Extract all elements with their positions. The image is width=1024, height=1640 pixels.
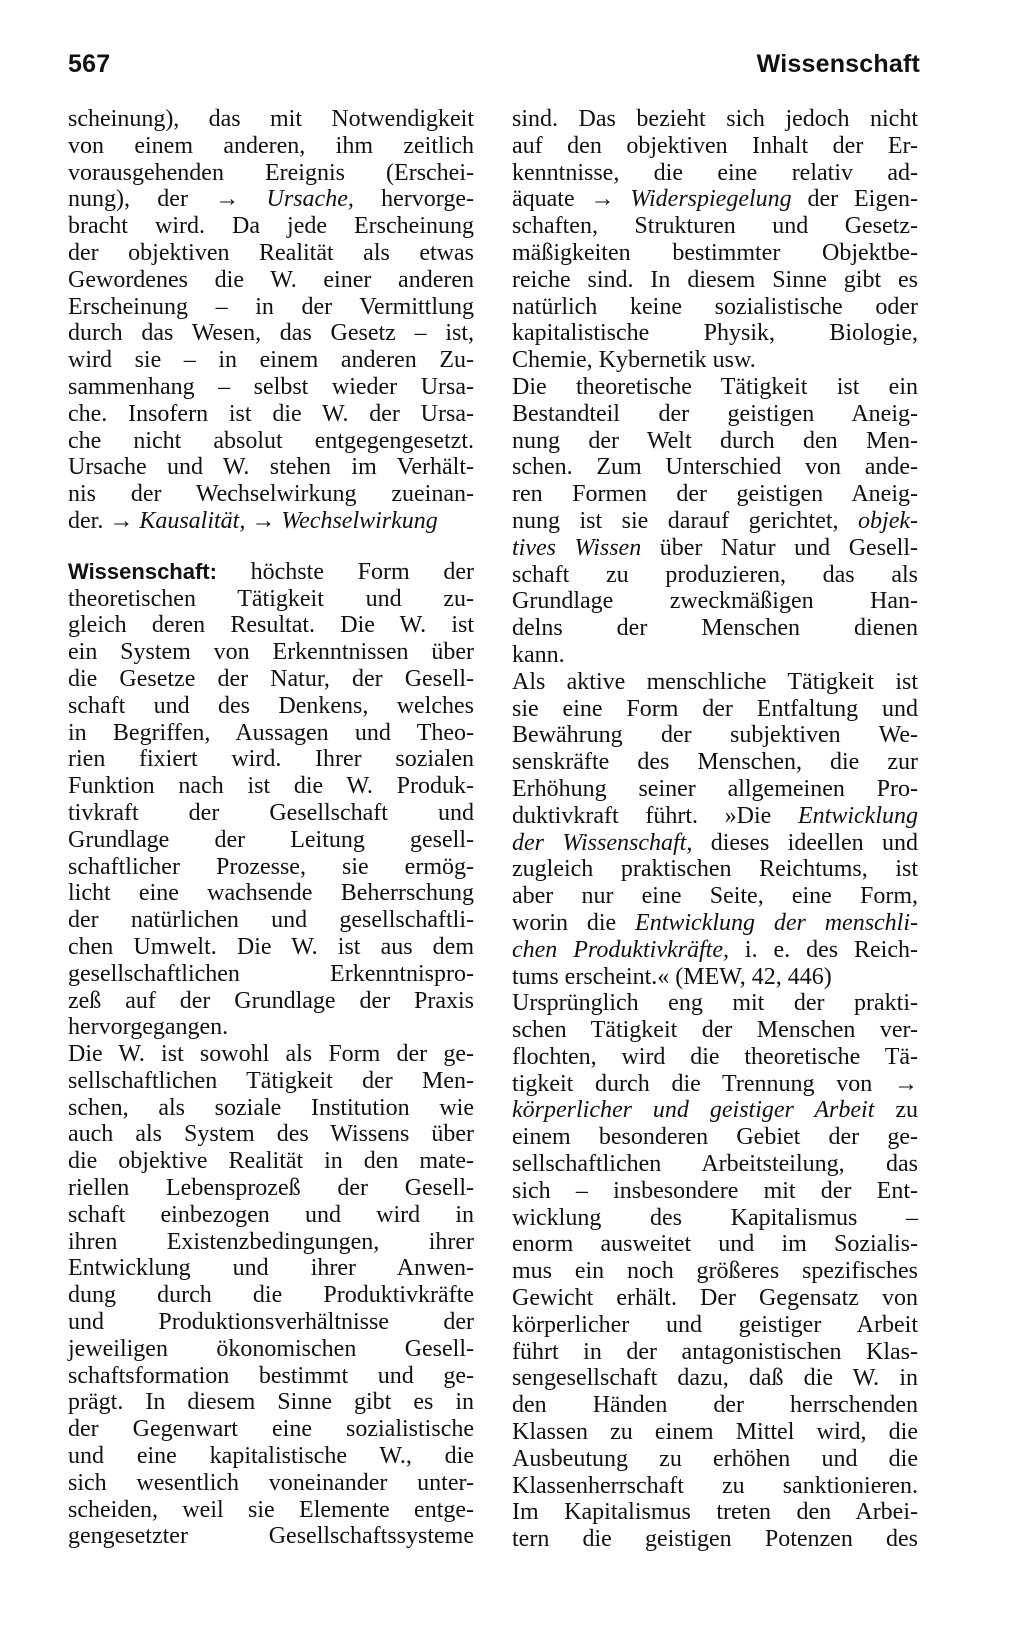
text-line: Gewordenes die W. einer anderen — [68, 266, 474, 293]
text-line: hervorgegangen. — [68, 1014, 229, 1041]
cross-reference-widerspiegelung[interactable]: Widerspiegelung — [630, 186, 792, 213]
text-line: sellschaftlichen Arbeitsteilung, das — [512, 1151, 918, 1178]
text-line: nung der Welt durch den Men- — [512, 427, 918, 454]
text-line: wicklung des Kapitalismus – — [512, 1204, 918, 1231]
text-line: natürlich keine sozialistische oder — [512, 293, 918, 320]
text-run: höchste Form der — [250, 558, 475, 585]
text-line: gleich deren Resultat. Die W. ist — [68, 612, 474, 639]
text-line: schen. Zum Unterschied von ande- — [512, 454, 918, 481]
text-line: tern die geistigen Potenzen des — [512, 1526, 918, 1553]
emphasis-objektives-wissen: objek- — [858, 507, 919, 534]
text-line: Bewährung der subjektiven We- — [512, 722, 918, 749]
text-line: enorm ausweitet und im Sozialis- — [512, 1231, 918, 1258]
text-line: licht eine wachsende Beherrschung — [68, 880, 474, 907]
text-line: schen Tätigkeit der Menschen ver- — [512, 1017, 918, 1044]
text-line: in Begriffen, Aussagen und Theo- — [68, 719, 474, 746]
text-line: schaftlicher Prozesse, sie ermög- — [68, 853, 474, 880]
text-run: worin die — [512, 909, 617, 936]
text-line: sie eine Form der Entfaltung und — [512, 695, 918, 722]
text-run: tigkeit durch die Trennung von — [512, 1070, 873, 1097]
text-line: Als aktive menschliche Tätigkeit ist — [512, 668, 918, 695]
text-line: vorausgehenden Ereignis (Erschei- — [68, 159, 474, 186]
emphasis-objektives-wissen: tives Wissen — [512, 534, 642, 561]
text-line: kapitalistische Physik, Biologie, — [512, 320, 918, 347]
text-line: einem besonderen Gebiet der ge- — [512, 1124, 918, 1151]
text-line: Die W. ist sowohl als Form der ge- — [68, 1041, 474, 1068]
text-line — [512, 937, 918, 964]
text-line: körperlicher und geistiger Arbeit — [512, 1311, 918, 1338]
text-line — [512, 186, 918, 213]
running-head: Wissenschaft — [756, 50, 920, 78]
text-line: Gewicht erhält. Der Gegensatz von — [512, 1285, 918, 1312]
cross-reference-ursache[interactable]: Ursache, — [266, 186, 354, 213]
text-line: zeß auf der Grundlage der Praxis — [68, 987, 474, 1014]
text-line: riellen Lebensprozeß der Gesell- — [68, 1175, 474, 1202]
text-line: sind. Das bezieht sich jedoch nicht — [512, 106, 918, 132]
cross-reference-arrow-icon: → — [251, 507, 276, 534]
text-line: delns der Menschen dienen — [512, 615, 918, 642]
text-run: zu — [895, 1097, 919, 1124]
text-line: Ausbeutung zu erhöhen und die — [512, 1445, 918, 1472]
text-line: Bestandteil der geistigen Aneig- — [512, 400, 918, 427]
entry-separator — [68, 535, 474, 559]
text-line: Klassen zu einem Mittel wird, die — [512, 1419, 918, 1446]
page-number: 567 — [68, 50, 111, 78]
text-line: scheinung), das mit Notwendigkeit — [68, 106, 474, 132]
text-run: nung), der — [68, 186, 188, 213]
text-line: kenntnisse, die eine relativ ad- — [512, 159, 918, 186]
emphasis-quote: Entwicklung — [798, 802, 918, 829]
cross-reference-kausalitaet[interactable]: Kausalität, — [139, 507, 246, 534]
text-line: Grundlage der Leitung gesell- — [68, 826, 474, 853]
text-line: die objektive Realität in den mate- — [68, 1148, 474, 1175]
text-run: nung ist sie darauf gerichtet, — [512, 507, 839, 534]
text-line: scheiden, weil sie Elemente entge- — [68, 1496, 474, 1523]
text-run: über Natur und Gesell- — [659, 534, 919, 561]
text-line: führt in der antagonistischen Klas- — [512, 1338, 918, 1365]
text-line: der objektiven Realität als etwas — [68, 239, 474, 266]
text-run: äquate — [512, 186, 575, 213]
text-line: den Händen der herrschenden — [512, 1392, 918, 1419]
text-line: gesellschaftlichen Erkenntnispro- — [68, 960, 474, 987]
text-run: hervorge- — [381, 186, 475, 213]
cross-reference-arrow-icon: → — [109, 507, 134, 534]
text-line: dung durch die Produktivkräfte — [68, 1282, 474, 1309]
text-line: schaft und des Denkens, welches — [68, 692, 474, 719]
text-run: der Eigen- — [807, 186, 918, 213]
entry-first-line — [68, 559, 474, 586]
text-line: und eine kapitalistische W., die — [68, 1443, 474, 1470]
text-line: die Gesetze der Natur, der Gesell- — [68, 665, 474, 692]
text-line: ein System von Erkenntnissen über — [68, 639, 474, 666]
text-line: Klassenherrschaft zu sanktionieren. — [512, 1472, 918, 1499]
text-line: che. Insofern ist die W. der Ursa- — [68, 400, 474, 427]
text-run: der. — [68, 507, 104, 534]
text-line — [512, 508, 918, 535]
text-line: schaft einbezogen und wird in — [68, 1201, 474, 1228]
text-line: reiche sind. In diesem Sinne gibt es — [512, 266, 918, 293]
text-line: mus ein noch größeres spezifisches — [512, 1258, 918, 1285]
text-line: che nicht absolut entgegengesetzt. — [68, 427, 474, 454]
text-line: theoretischen Tätigkeit und zu- — [68, 585, 474, 612]
text-line: schaften, Strukturen und Gesetz- — [512, 213, 918, 240]
text-line: schen, als soziale Institution wie — [68, 1094, 474, 1121]
citation-line: tums erscheint.« (MEW, 42, 446) — [512, 963, 832, 990]
text-line: schaftsformation bestimmt und ge- — [68, 1362, 474, 1389]
text-run: dieses ideellen und — [710, 829, 918, 856]
text-line: sammenhang – selbst wieder Ursa- — [68, 373, 474, 400]
text-line: senskräfte des Menschen, die zur — [512, 749, 918, 776]
text-line: prägt. In diesem Sinne gibt es in — [68, 1389, 474, 1416]
text-line — [512, 910, 918, 937]
text-line: tivkraft der Gesellschaft und — [68, 799, 474, 826]
text-line: bracht wird. Da jede Erscheinung — [68, 213, 474, 240]
text-line: Entwicklung und ihrer Anwen- — [68, 1255, 474, 1282]
cross-reference-wechselwirkung[interactable]: Wechselwirkung — [281, 507, 438, 534]
text-line: zugleich praktischen Reichtums, ist — [512, 856, 918, 883]
emphasis-quote: chen Produktivkräfte, — [512, 936, 729, 963]
page-header — [68, 50, 920, 79]
text-line: nis der Wechselwirkung zueinan- — [68, 481, 474, 508]
text-line: mäßigkeiten bestimmter Objektbe- — [512, 239, 918, 266]
text-line: Im Kapitalismus treten den Arbei- — [512, 1499, 918, 1526]
text-line: und Produktionsverhältnisse der — [68, 1309, 474, 1336]
text-line: Grundlage zweckmäßigen Han- — [512, 588, 918, 615]
text-line: sich – insbesondere mit der Ent- — [512, 1177, 918, 1204]
text-line — [512, 830, 918, 857]
cross-reference-arrow-icon: → — [215, 186, 240, 213]
text-line: von einem anderen, ihm zeitlich — [68, 132, 474, 159]
text-line: auf den objektiven Inhalt der Er- — [512, 132, 918, 159]
text-line: schaft zu produzieren, das als — [512, 561, 918, 588]
text-line: der Gegenwart eine sozialistische — [68, 1416, 474, 1443]
text-line — [68, 186, 474, 213]
left-column — [68, 106, 474, 1550]
text-line — [512, 1071, 918, 1098]
text-line — [512, 535, 918, 562]
text-line: wird sie – in einem anderen Zu- — [68, 347, 474, 374]
cross-reference-arrow-icon: → — [894, 1070, 918, 1097]
text-line: Funktion nach ist die W. Produk- — [68, 773, 474, 800]
emphasis-quote: der Wissenschaft, — [512, 829, 693, 856]
text-line: jeweiligen ökonomischen Gesell- — [68, 1335, 474, 1362]
text-line: Erhöhung seiner allgemeinen Pro- — [512, 775, 918, 802]
text-line — [68, 508, 474, 535]
text-line: ren Formen der geistigen Aneig- — [512, 481, 918, 508]
entry-headword: Wissenschaft: — [68, 558, 217, 584]
text-run: duktivkraft führt. »Die — [512, 802, 772, 829]
right-column — [512, 106, 918, 1553]
text-line: sellschaftlichen Tätigkeit der Men- — [68, 1067, 474, 1094]
text-line — [512, 803, 918, 830]
text-line: gengesetzter Gesellschaftssysteme — [68, 1523, 474, 1550]
emphasis-quote: Entwicklung der menschli- — [635, 909, 919, 936]
text-line: sich wesentlich voneinander unter- — [68, 1469, 474, 1496]
text-line: Erscheinung – in der Vermittlung — [68, 293, 474, 320]
text-line: Chemie, Kybernetik usw. — [512, 347, 756, 374]
text-line: rien fixiert wird. Ihrer sozialen — [68, 746, 474, 773]
text-line: Ursache und W. stehen im Verhält- — [68, 454, 474, 481]
text-line: aber nur eine Seite, eine Form, — [512, 883, 918, 910]
cross-reference-arrow-icon: → — [590, 186, 615, 213]
text-line: der natürlichen und gesellschaftli- — [68, 907, 474, 934]
text-line: flochten, wird die theoretische Tä- — [512, 1043, 918, 1070]
text-line: ihren Existenzbedingungen, ihrer — [68, 1228, 474, 1255]
text-run: i. e. des Reich- — [744, 936, 918, 963]
text-line: Die theoretische Tätigkeit ist ein — [512, 373, 918, 400]
text-line: kann. — [512, 641, 565, 668]
text-line: durch das Wesen, das Gesetz – ist, — [68, 320, 474, 347]
text-line: chen Umwelt. Die W. ist aus dem — [68, 933, 474, 960]
text-line: auch als System des Wissens über — [68, 1121, 474, 1148]
text-line — [512, 1097, 918, 1124]
text-line: sengesellschaft dazu, daß die W. in — [512, 1365, 918, 1392]
text-line: Ursprünglich eng mit der prakti- — [512, 990, 918, 1017]
cross-reference-koerperliche-geistige-arbeit[interactable]: körperlicher und geistiger Arbeit — [512, 1097, 875, 1124]
